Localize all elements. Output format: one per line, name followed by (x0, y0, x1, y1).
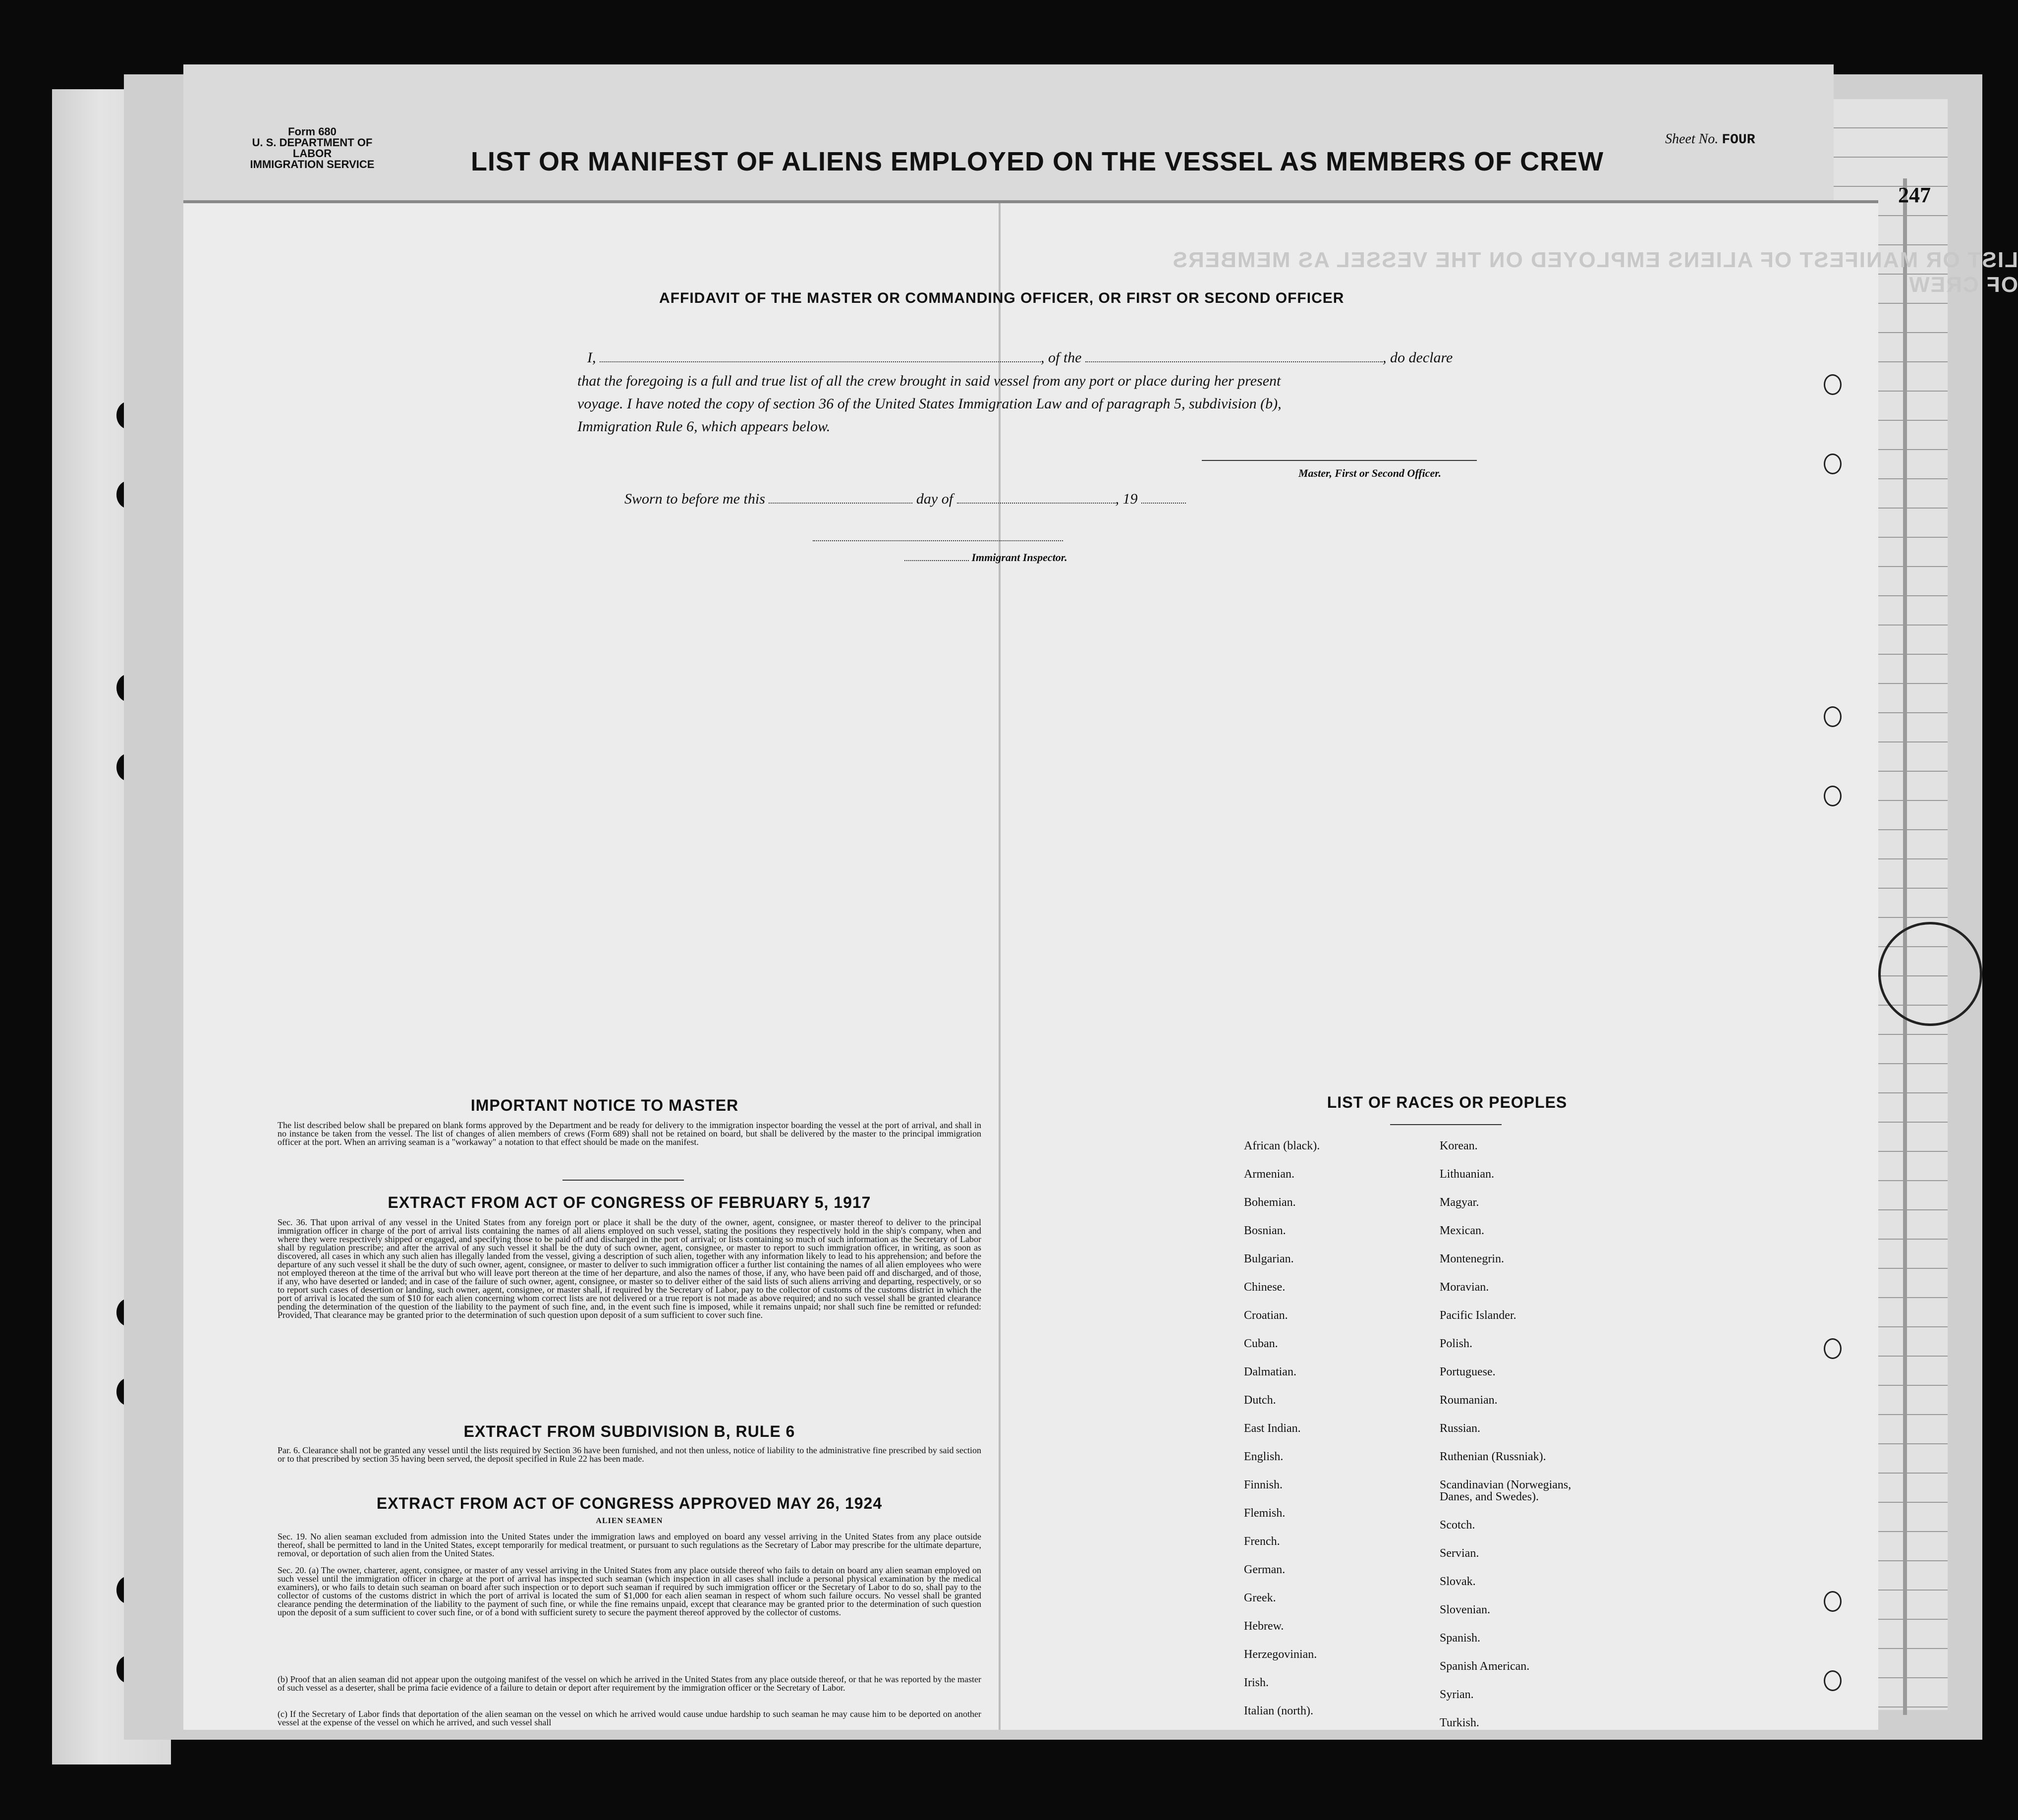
race-item: Moravian. (1440, 1281, 1489, 1294)
day-of-label: day of (916, 491, 953, 507)
sheet-label: Sheet No. (1665, 131, 1719, 147)
race-item: Slovenian. (1440, 1603, 1490, 1616)
divider (562, 1180, 684, 1181)
sworn-label: Sworn to before me this (624, 491, 765, 507)
manifest-title: LIST OR MANIFEST OF ALIENS EMPLOYED ON THE VESSEL AS MEMBERS OF CREW (471, 147, 1604, 176)
race-item: Mexican. (1440, 1224, 1484, 1237)
binder-ring (1824, 454, 1842, 474)
alien-seamen-subheading: ALIEN SEAMEN (596, 1517, 663, 1525)
rule6-text: Par. 6. Clearance shall not be granted any vessel until the lists required by Section 36 have been furnished, and not then unless, notice of liability to the administrative fine prescribed by said section or to that prescribed by section 35 having been served, the deposit specified in Rule 22 has been made. (278, 1445, 981, 1464)
year-label: , 19 (1115, 491, 1138, 507)
race-item: Korean. (1440, 1139, 1478, 1152)
sec20a-text: Sec. 20. (a) The owner, charterer, agent, consignee, or master of any vessel arriving in the United States from any place outside thereof who fails to detain on board any alien seaman employed on such vessel until the immigration officer in charge at the port of arrival has inspected such seaman (which inspection in all cases shall include a personal physical examination by the medical examiners), or who fails to detain such seaman on board after such inspection or to deport such seaman if required by such immigration officer or the Secretary of Labor to do so, shall pay to the collector of customs of the customs district in which the port of arrival is located the sum of $1,000 for each alien seaman in respect of whom such failure occurs. No vessel shall be granted clearance pending the determination of the liability to the payment of such fine, or while the fine remains unpaid, except that clearance may be granted prior to the determination of such question upon the deposit of a sum sufficient to cover such fine, or of a bond with sufficient surety to secure the payment thereof approved by the collector of customs. (278, 1565, 981, 1617)
binder-ring (1824, 1670, 1842, 1691)
race-item: Cuban. (1244, 1337, 1278, 1350)
extract-1924-heading: EXTRACT FROM ACT OF CONGRESS APPROVED MAY 26, 1924 (376, 1494, 883, 1512)
signature-line-inspector (813, 540, 1063, 541)
race-item: Lithuanian. (1440, 1168, 1494, 1181)
form-header (248, 126, 377, 170)
race-item: Danes, and Swedes). (1440, 1490, 1539, 1503)
race-item: East Indian. (1244, 1422, 1301, 1435)
race-item: Portuguese. (1440, 1365, 1496, 1378)
race-item: Roumanian. (1440, 1394, 1498, 1407)
department-name: U. S. DEPARTMENT OF LABOR (252, 136, 373, 160)
divider (1390, 1124, 1502, 1125)
race-item: Servian. (1440, 1547, 1479, 1560)
page-number: 247 (1898, 183, 1931, 207)
vessel-blank (1085, 361, 1383, 362)
race-item: Scotch. (1440, 1519, 1475, 1532)
race-item: Flemish. (1244, 1507, 1286, 1520)
signature-line-master (1202, 460, 1477, 461)
name-blank (600, 361, 1041, 362)
affidavit-line-3: voyage. I have noted the copy of section 36 of the United States Immigration Law and of paragraph 5, subdivision (b), (577, 396, 1282, 412)
affidavit-line-2: that the foregoing is a full and true list of all the crew brought in said vessel from any port or place during her present (577, 373, 1281, 389)
year-blank (1141, 503, 1186, 504)
race-item: Spanish. (1440, 1632, 1481, 1645)
inspector-label: Immigrant Inspector. (971, 551, 1067, 564)
race-item: Pacific Islander. (1440, 1309, 1516, 1322)
race-item: Bosnian. (1244, 1224, 1286, 1237)
master-label: Master, First or Second Officer. (1298, 467, 1442, 479)
sec20c-text: (c) If the Secretary of Labor finds that deportation of the alien seaman on the vessel on which he arrived would cause undue hardship to such seaman he may cause him to be deported on another vessel at the expense of the vessel on which he arrived, and such vessel shall (278, 1710, 981, 1727)
day-blank (769, 503, 912, 504)
race-item: Dutch. (1244, 1394, 1276, 1407)
binder-ring (1824, 374, 1842, 395)
extract-1917-heading: EXTRACT FROM ACT OF CONGRESS OF FEBRUARY 5, 1917 (388, 1194, 871, 1211)
affidavit-title: AFFIDAVIT OF THE MASTER OR COMMANDING OFFICER, OR FIRST OR SECOND OFFICER (659, 290, 1345, 306)
inspection-stamp (1878, 922, 1982, 1026)
notice-heading: IMPORTANT NOTICE TO MASTER (470, 1096, 739, 1114)
binder-ring (1824, 786, 1842, 806)
race-item: Herzegovinian. (1244, 1648, 1317, 1661)
inspector-label-wrap (904, 551, 1067, 564)
race-item: French. (1244, 1535, 1280, 1548)
rule6-heading: EXTRACT FROM SUBDIVISION B, RULE 6 (463, 1422, 795, 1440)
races-heading: LIST OF RACES OR PEOPLES (1327, 1093, 1568, 1111)
race-item: Russian. (1440, 1422, 1481, 1435)
race-item: Slovak. (1440, 1575, 1476, 1588)
affidavit-line-1 (587, 349, 1504, 366)
race-item: Dalmatian. (1244, 1365, 1296, 1378)
sworn-line (624, 491, 1186, 508)
race-item: German. (1244, 1563, 1286, 1576)
text-of-the: , of the (1041, 349, 1082, 366)
race-item: Irish. (1244, 1676, 1269, 1689)
notice-text: The list described below shall be prepared on blank forms approved by the Department and be ready for delivery to the immigration inspector boarding the vessel at the port of arrival, and shall in no instance be taken from the vessel. The list of changes of alien members of crews (Form 689) shall not be retained on board, but shall be delivered by the master to the principal immigration officer at the port. When an arriving seaman is a "workaway" a notation to that effect should be made on the manifest. (278, 1120, 981, 1147)
binder-ring (1824, 1591, 1842, 1612)
fold-line (999, 203, 1001, 1730)
race-item: Spanish American. (1440, 1660, 1530, 1673)
form-number: Form 680 (288, 125, 336, 138)
race-item: Finnish. (1244, 1479, 1283, 1491)
sheet-number (1665, 131, 1755, 148)
race-item: Magyar. (1440, 1196, 1479, 1209)
sec20b-text: (b) Proof that an alien seaman did not appear upon the outgoing manifest of the vessel on which he arrived in the United States from any place outside thereof, or that he was reported by the master of such vessel as a deserter, shall be prima facie evidence of a failure to detain or deport after requirement by the immigration officer or the Secretary of Labor. (278, 1674, 981, 1693)
race-item: Bohemian. (1244, 1196, 1296, 1209)
race-item: Italian (north). (1244, 1705, 1313, 1717)
text-i: I, (587, 349, 596, 366)
binder-ring (1824, 1338, 1842, 1359)
race-item: Chinese. (1244, 1281, 1286, 1294)
race-item: Greek. (1244, 1592, 1276, 1604)
service-name: IMMIGRATION SERVICE (250, 158, 375, 171)
race-item: Ruthenian (Russniak). (1440, 1450, 1546, 1463)
race-item: African (black). (1244, 1139, 1320, 1152)
binder-ring (1824, 706, 1842, 727)
race-item: Scandinavian (Norwegians, (1440, 1479, 1571, 1491)
inspector-blank (904, 560, 969, 561)
sec19-text: Sec. 19. No alien seaman excluded from admission into the United States under the immigration laws and employed on board any vessel arriving in the United States from any place outside thereof, shall be permitted to land in the United States, except temporarily for medical treatment, or pursuant to such regulations as the Secretary of Labor may prescribe for the ultimate departure, removal, or deportation of such alien from the United States. (278, 1532, 981, 1558)
bleed-through-text: LIST OR MANIFEST OF ALIENS EMPLOYED ON THE VESSEL AS MEMBERS OF CREW (1172, 248, 2018, 297)
month-blank (957, 503, 1116, 504)
race-item: Turkish. (1440, 1716, 1479, 1729)
race-item: Polish. (1440, 1337, 1473, 1350)
text-do-declare: , do declare (1383, 349, 1453, 366)
affidavit-line-4: Immigration Rule 6, which appears below. (577, 418, 831, 435)
race-item: Hebrew. (1244, 1620, 1284, 1633)
extract-1917-text: Sec. 36. That upon arrival of any vessel in the United States from any foreign port or place it shall be the duty of the owner, agent, consignee, or master thereof to deliver to the principal immigration officer in charge of the port of arrival lists containing the names of all aliens employed on such vessel, stating the positions they respectively hold in the ship's company, when and where they were respectively shipped or engaged, and specifying those to be paid off and discharged in the port of arrival; or lists containing so much of such information as the Secretary of Labor shall by regulation prescribe; and after the arrival of any such vessel it shall be the duty of such owner, agent, consignee, or master to report to such immigration officer, in writing, as soon as discovered, all cases in which any such alien has illegally landed from the vessel, giving a description of such alien, together with any information likely to lead to his apprehension; and before the departure of any such vessel it shall be the duty of such owner, agent, consignee, or master to deliver to such immigration officer a further list containing the names of all alien employees who were not employed thereon at the time of the arrival but who will leave port thereon at the time of her departure, and also the names of those, if any, who have been paid off and discharged, and of those, if any, who have deserted or landed; and in case of the failure of such owner, agent, consignee, or master so to deliver either of the said lists of such aliens arriving and departing, respectively, or so to report such cases of desertion or landing, such owner, agent, consignee, or master shall, if required by the Secretary of Labor, pay to the collector of customs of the customs district in which the port of arrival is located the sum of $10 for each alien concerning whom correct lists are not delivered or a true report is not made as above required; and no such vessel shall be granted clearance pending the determination of the question of the liability to the payment of such fine, and, in the event such fine is imposed, while it remains unpaid; nor shall such fine be remitted or refunded: Provided, That clearance may be granted prior to the determination of such question upon deposit of a sum sufficient to cover such fine. (278, 1217, 981, 1320)
race-item: Montenegrin. (1440, 1252, 1504, 1265)
race-item: Armenian. (1244, 1168, 1294, 1181)
race-item: Croatian. (1244, 1309, 1288, 1322)
sheet-value: FOUR (1722, 132, 1755, 148)
race-item: Syrian. (1440, 1688, 1474, 1701)
race-item: Bulgarian. (1244, 1252, 1294, 1265)
race-item: English. (1244, 1450, 1284, 1463)
